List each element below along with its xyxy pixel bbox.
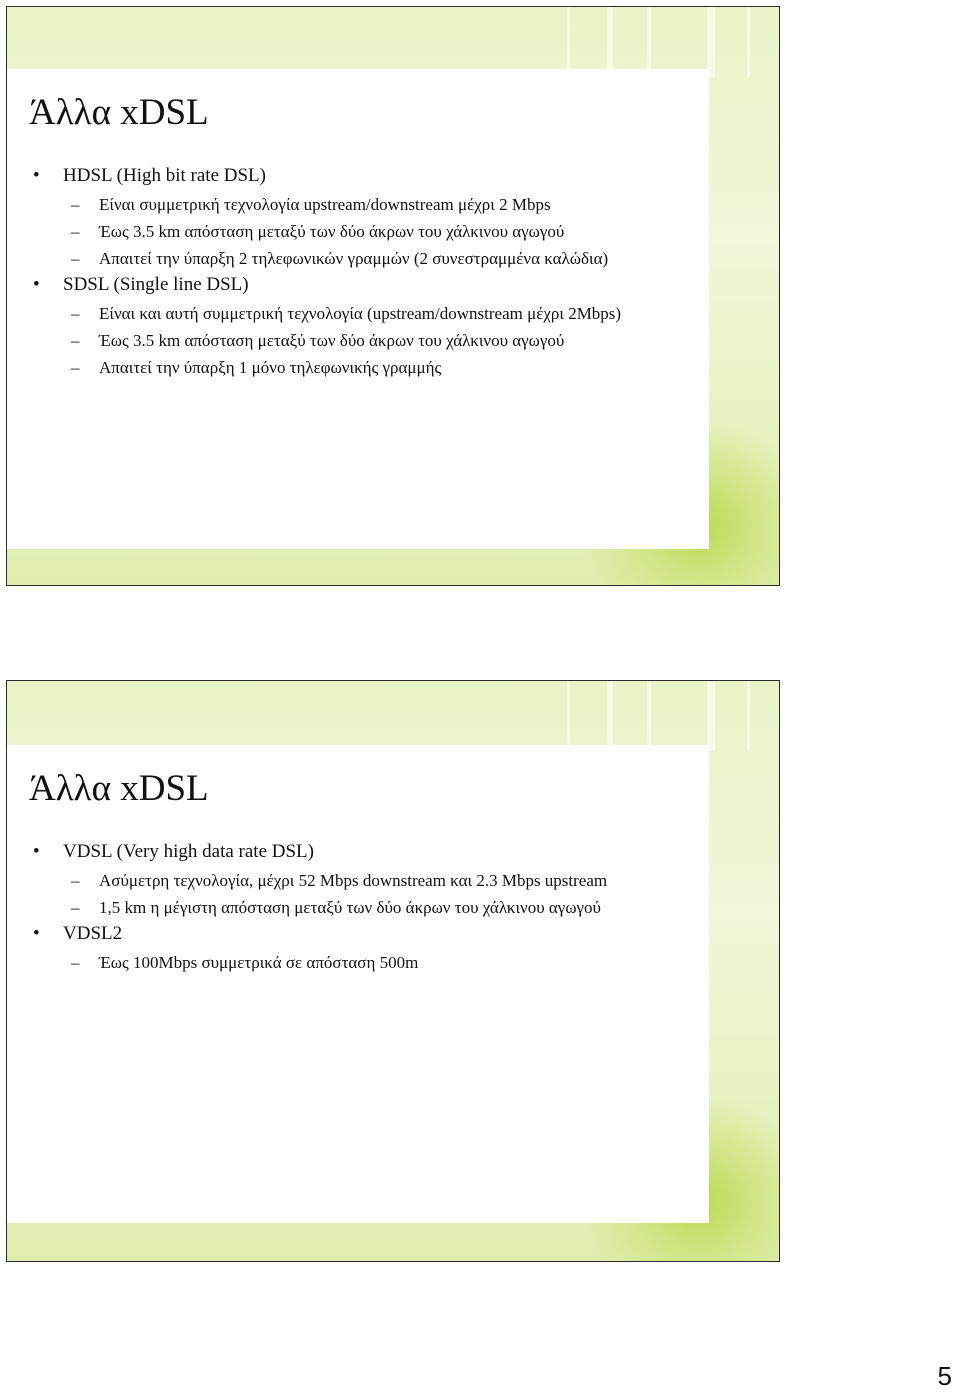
decor-stripe: [567, 7, 570, 77]
sub-item-text: Έως 3.5 km απόσταση μεταξύ των δύο άκρων του χάλκινου αγωγού: [99, 222, 565, 241]
decor-stripe: [747, 7, 750, 77]
dash-icon: –: [71, 249, 80, 268]
sub-item: [63, 869, 689, 892]
list-item-text: VDSL2: [63, 923, 123, 944]
sub-item: [63, 329, 689, 352]
slide-content-panel: [7, 69, 709, 549]
slide-2: [6, 680, 780, 1262]
bullet-icon: •: [33, 274, 40, 295]
sub-item-text: Έως 3.5 km απόσταση μεταξύ των δύο άκρων του χάλκινου αγωγού: [99, 331, 565, 350]
dash-icon: –: [71, 898, 80, 917]
list-item: [29, 272, 689, 379]
slide-title: Άλλα xDSL: [29, 768, 209, 809]
decor-stripe: [567, 681, 570, 751]
dash-icon: –: [71, 331, 80, 350]
dash-icon: –: [71, 871, 80, 890]
dash-icon: –: [71, 953, 80, 972]
decor-stripe: [747, 681, 750, 751]
sub-list: [63, 869, 689, 919]
sub-item: [63, 220, 689, 243]
dash-icon: –: [71, 195, 80, 214]
bullet-icon: •: [33, 841, 40, 862]
sub-item: [63, 302, 689, 325]
sub-item-text: 1,5 km η μέγιστη απόσταση μεταξύ των δύο άκρων του χάλκινου αγωγού: [99, 898, 601, 917]
sub-item-text: Απαιτεί την ύπαρξη 2 τηλεφωνικών γραμμών (2 συνεστραμμένα καλώδια): [99, 249, 609, 268]
decor-stripe: [647, 681, 651, 751]
bullet-list: [29, 839, 689, 976]
sub-item-text: Ασύμετρη τεχνολογία, μέχρι 52 Mbps downstream και 2.3 Mbps upstream: [99, 871, 608, 890]
list-item-text: HDSL (High bit rate DSL): [63, 165, 266, 186]
sub-item: [63, 951, 689, 974]
list-item-text: VDSL (Very high data rate DSL): [63, 841, 314, 862]
slide-title: Άλλα xDSL: [29, 92, 209, 133]
dash-icon: –: [71, 222, 80, 241]
slide-content-panel: [7, 745, 709, 1223]
decor-stripe: [647, 7, 651, 77]
sub-list: [63, 302, 689, 379]
list-item: [29, 921, 689, 974]
sub-item-text: Απαιτεί την ύπαρξη 1 μόνο τηλεφωνικής γραμμής: [99, 358, 442, 377]
sub-item-text: Είναι και αυτή συμμετρική τεχνολογία (upstream/downstream μέχρι 2Mbps): [99, 304, 622, 323]
sub-item-text: Έως 100Mbps συμμετρικά σε απόσταση 500m: [99, 953, 419, 972]
sub-item-text: Είναι συμμετρική τεχνολογία upstream/downstream μέχρι 2 Mbps: [99, 195, 551, 214]
decor-stripe: [707, 681, 715, 751]
bullet-list: [29, 163, 689, 381]
decor-stripe: [607, 681, 613, 751]
decor-stripe: [607, 7, 613, 77]
dash-icon: –: [71, 304, 80, 323]
sub-list: [63, 951, 689, 974]
list-item-text: SDSL (Single line DSL): [63, 274, 249, 295]
list-item: [29, 163, 689, 270]
bullet-icon: •: [33, 923, 40, 944]
page-number: 5: [937, 1361, 952, 1391]
dash-icon: –: [71, 358, 80, 377]
sub-item: [63, 356, 689, 379]
list-item: [29, 839, 689, 919]
sub-item: [63, 896, 689, 919]
slide-1: [6, 6, 780, 586]
sub-list: [63, 193, 689, 270]
bullet-icon: •: [33, 165, 40, 186]
sub-item: [63, 193, 689, 216]
decor-stripe: [707, 7, 715, 77]
sub-item: [63, 247, 689, 270]
